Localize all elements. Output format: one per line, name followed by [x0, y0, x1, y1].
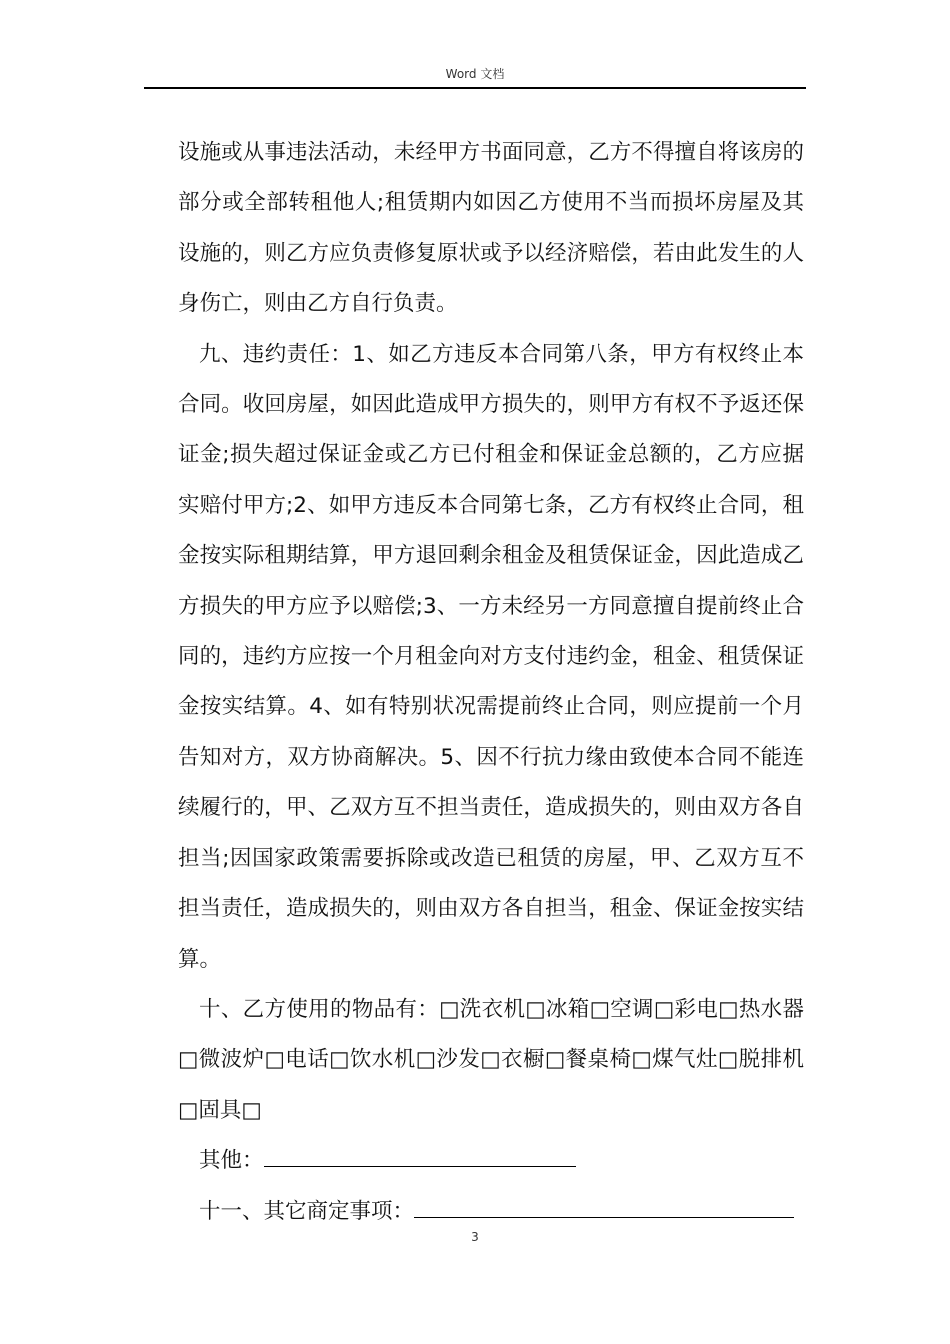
other-matters-fill-blank [414, 1195, 794, 1218]
page-number: 3 [471, 1230, 479, 1244]
other-matters-label: 十一、其它商定事项： [199, 1198, 415, 1224]
page-header: Word 文档 [445, 67, 505, 81]
paragraph-items-list: 十、乙方使用的物品有：□洗衣机□冰箱□空调□彩电□热水器□微波炉□电话□饮水机□沙发□衣橱□餐桌椅□煤气灶□脱排机□固具□ [178, 996, 804, 1123]
header-divider [144, 87, 806, 89]
paragraph-other [178, 1136, 804, 1186]
document-body [178, 128, 804, 1237]
other-label: 其他： [199, 1148, 264, 1174]
other-fill-blank [264, 1144, 576, 1167]
paragraph-breach-liability: 九、违约责任：1、如乙方违反本合同第八条，甲方有权终止本合同。收回房屋，如因此造成甲方损失的，则甲方有权不予返还保证金;损失超过保证金或乙方已付租金和保证金总额的，乙方应据实赔付甲方;2、如甲方违反本合同第七条，乙方有权终止合同，租金按实际租期结算，甲方退回剩余租金及租赁保证金，因此造成乙方损失的甲方应予以赔偿;3、一方未经另一方同意擅自提前终止合同的，违约方应按一个月租金向对方支付违约金，租金、租赁保证金按实结算。4、如有特别状况需提前终止合同，则应提前一个月告知对方，双方协商解决。5、因不行抗力缘由致使本合同不能连续履行的，甲、乙双方互不担当责任，造成损失的，则由双方各自担当;因国家政策需要拆除或改造已租赁的房屋，甲、乙双方互不担当责任，造成损失的，则由双方各自担当，租金、保证金按实结算。 [178, 341, 804, 972]
paragraph-facilities-clause: 设施或从事违法活动，未经甲方书面同意，乙方不得擅自将该房的部分或全部转租他人;租赁期内如因乙方使用不当而损坏房屋及其设施的，则乙方应负责修复原状或予以经济赔偿，若由此发生的人身伤亡，则由乙方自行负责。 [178, 140, 804, 317]
